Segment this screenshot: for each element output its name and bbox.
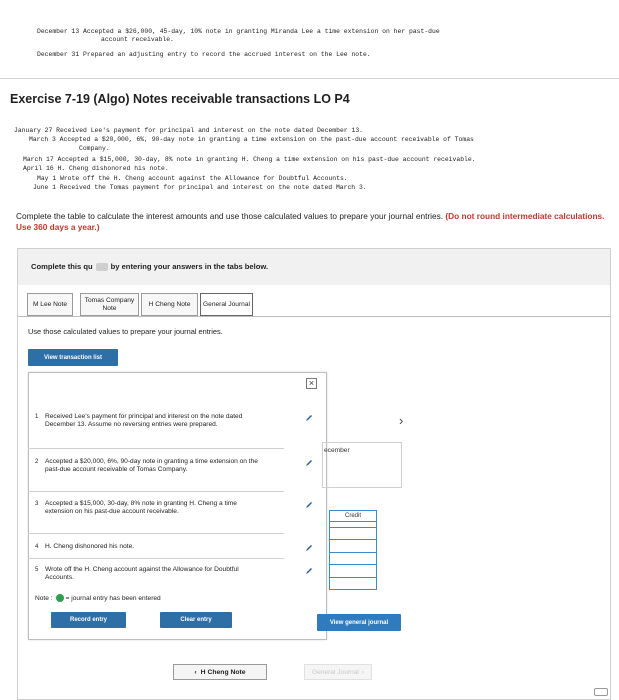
list-item-number: 3 bbox=[35, 501, 39, 507]
clear-entry-button[interactable]: Clear entry bbox=[160, 612, 232, 628]
tab-m-lee-note[interactable]: M Lee Note bbox=[27, 293, 73, 316]
instructions bbox=[16, 211, 616, 233]
instructions-plain: Complete the table to calculate the interest amounts and use those calculated values to prepare your journal entries. bbox=[16, 211, 444, 221]
pen-icon[interactable] bbox=[305, 501, 313, 509]
complete-banner-text: Complete this qu by entering your answers in the tabs below. bbox=[31, 262, 269, 271]
pen-icon[interactable] bbox=[305, 459, 313, 467]
note-text: = journal entry has been entered bbox=[65, 594, 161, 602]
entered-dot-icon bbox=[56, 594, 64, 602]
tab-h-cheng-note[interactable]: H Cheng Note bbox=[141, 293, 198, 316]
list-item bbox=[28, 543, 284, 553]
tab-tomas-company-note[interactable]: Tomas Company Note bbox=[80, 293, 139, 316]
transaction-apr16: April 16 H. Cheng dishonored his note. bbox=[23, 165, 169, 172]
list-item-number: 4 bbox=[35, 544, 39, 550]
list-item-text: Received Lee's payment for principal and interest on the note dated December 13. Assume no reversing entries were prepared. bbox=[45, 413, 243, 429]
chevron-right-icon: › bbox=[361, 668, 365, 676]
close-icon[interactable]: × bbox=[306, 378, 317, 389]
list-item-number: 2 bbox=[35, 459, 39, 465]
next-tab-button[interactable]: General Journal › bbox=[304, 664, 372, 680]
pen-icon[interactable] bbox=[305, 414, 313, 422]
use-values-text: Use those calculated values to prepare your journal entries. bbox=[28, 327, 223, 336]
problem-line-1: December 13 Accepted a $26,000, 45-day, 10% note in granting Miranda Lee a time extension on her past-due bbox=[37, 28, 440, 35]
list-item-number: 5 bbox=[35, 567, 39, 573]
view-transaction-list-button[interactable]: View transaction list bbox=[28, 349, 118, 366]
transaction-jun1: June 1 Received the Tomas payment for principal and interest on the note dated March 3. bbox=[33, 184, 367, 191]
transaction-mar3-cont: Company. bbox=[79, 145, 110, 152]
tab-general-journal[interactable]: General Journal bbox=[200, 293, 253, 316]
transaction-mar17: March 17 Accepted a $15,000, 30-day, 8% note in granting H. Cheng a time extension on his past-due account receivable. bbox=[23, 156, 476, 163]
transaction-may1: May 1 Wrote off the H. Cheng account against the Allowance for Doubtful Accounts. bbox=[37, 175, 348, 182]
list-item-text: Wrote off the H. Cheng account against the Allowance for Doubtful Accounts. bbox=[45, 566, 239, 582]
transaction-jan27: January 27 Received Lee's payment for principal and interest on the note dated December 13. bbox=[14, 127, 363, 134]
list-item-text: Accepted a $20,000, 6%, 90-day note in granting a time extension on the past-due account receivable of Tomas Company. bbox=[45, 458, 258, 474]
list-item-number: 1 bbox=[35, 414, 39, 420]
chevron-right-icon[interactable]: › bbox=[399, 413, 404, 428]
pen-icon[interactable] bbox=[305, 567, 313, 575]
cursor-overlay bbox=[96, 263, 108, 271]
transaction-mar3: March 3 Accepted a $20,000, 6%, 90-day note in granting a time extension on the past-due account receivable of Tomas bbox=[29, 136, 474, 143]
list-item-text: H. Cheng dishonored his note. bbox=[45, 543, 135, 550]
list-item-text: Accepted a $15,000, 30-day, 8% note in granting H. Cheng a time extension on his past-due account receivable. bbox=[45, 500, 237, 516]
journal-date-fragment: ecember bbox=[324, 447, 350, 454]
pen-icon[interactable] bbox=[305, 544, 313, 552]
list-item bbox=[28, 500, 284, 530]
credit-column-header: Credit bbox=[329, 510, 377, 522]
list-item bbox=[28, 413, 284, 443]
note-label: Note : bbox=[35, 594, 53, 602]
chevron-left-icon: ‹ bbox=[194, 668, 197, 676]
record-entry-button[interactable]: Record entry bbox=[51, 612, 126, 628]
note-legend bbox=[35, 594, 161, 602]
problem-line-2: December 31 Prepared an adjusting entry to record the accrued interest on the Lee note. bbox=[37, 51, 371, 58]
list-item bbox=[28, 458, 284, 488]
problem-line-1b: account receivable. bbox=[101, 36, 174, 43]
list-item bbox=[28, 566, 284, 586]
instructions-bold: (Do not round intermediate calculations. Use 360 days a year.) bbox=[16, 211, 605, 232]
view-general-journal-button[interactable]: View general journal bbox=[317, 614, 401, 631]
prev-tab-button[interactable]: ‹ H Cheng Note bbox=[173, 664, 267, 680]
exercise-title: Exercise 7-19 (Algo) Notes receivable transactions LO P4 bbox=[10, 92, 350, 106]
link-icon bbox=[594, 688, 608, 696]
